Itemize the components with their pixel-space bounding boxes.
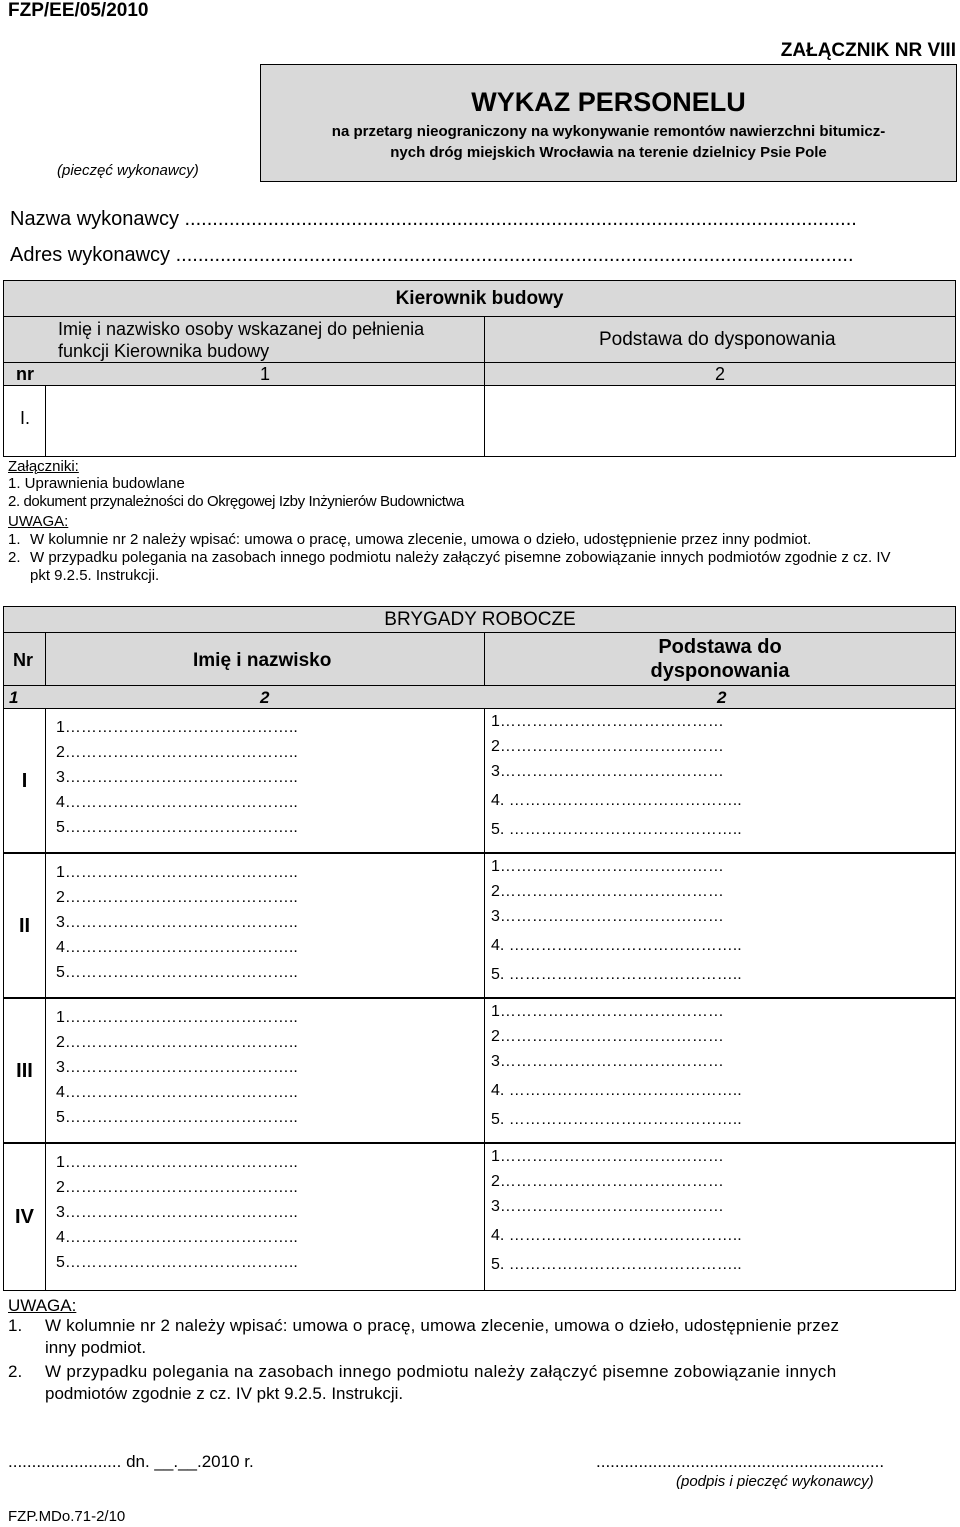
crew-names-cell[interactable] bbox=[45, 853, 485, 998]
crew-basis-line[interactable]: 1…………………………………… bbox=[491, 1148, 724, 1165]
crew-member-name-line[interactable]: 5…………………………………….. bbox=[56, 819, 298, 836]
note-bottom-2-line-2: podmiotów zgodnie z cz. IV pkt 9.2.5. Instrukcji. bbox=[45, 1384, 404, 1403]
crew-member-name-line[interactable]: 3…………………………………….. bbox=[56, 1204, 298, 1221]
crew-member-name-line[interactable]: 4…………………………………….. bbox=[56, 939, 298, 956]
crew-member-name-line[interactable]: 3…………………………………….. bbox=[56, 914, 298, 931]
crews-table-title: BRYGADY ROBOCZE bbox=[384, 609, 576, 630]
crew-member-name-line[interactable]: 5…………………………………….. bbox=[56, 964, 298, 981]
attachment-item-2: 2. dokument przynależności do Okręgowej Izby Inżynierów Budownictwa bbox=[8, 493, 464, 510]
crews-num-3: 2 bbox=[717, 688, 727, 707]
contractor-address-field[interactable]: Adres wykonawcy .......................................................................................................................... bbox=[10, 244, 854, 266]
crew-basis-line[interactable]: 4. …………………………………….. bbox=[491, 1082, 742, 1099]
crew-member-name-line[interactable]: 2…………………………………….. bbox=[56, 889, 298, 906]
manager-table-title: Kierownik budowy bbox=[395, 288, 564, 309]
crew-basis-line[interactable]: 2…………………………………… bbox=[491, 738, 724, 755]
crew-basis-cell[interactable] bbox=[484, 1143, 956, 1291]
crew-basis-line[interactable]: 5. …………………………………….. bbox=[491, 1111, 742, 1128]
date-field[interactable]: ........................ dn. __.__.2010 r. bbox=[8, 1452, 254, 1471]
crew-row-label: II bbox=[18, 914, 31, 937]
manager-name-header-line-1: Imię i nazwisko osoby wskazanej do pełnienia bbox=[58, 319, 425, 339]
footer-code: FZP.MDo.71-2/10 bbox=[8, 1508, 126, 1525]
crew-row-label-cell bbox=[3, 998, 46, 1143]
crew-member-name-line[interactable]: 3…………………………………….. bbox=[56, 769, 298, 786]
manager-entry-basis-cell[interactable] bbox=[484, 385, 956, 457]
crew-row-label: I bbox=[21, 769, 28, 792]
column-number-1: 1 bbox=[260, 364, 271, 384]
nr-label: nr bbox=[16, 364, 34, 384]
crews-col-nr: Nr bbox=[13, 650, 34, 670]
crew-basis-line[interactable]: 5. …………………………………….. bbox=[491, 821, 742, 838]
crews-col-name: Imię i nazwisko bbox=[193, 650, 332, 671]
signature-label: (podpis i pieczęć wykonawcy) bbox=[676, 1473, 874, 1490]
crews-num-2: 2 bbox=[260, 688, 270, 707]
note-bottom-2-line-1: W przypadku polegania na zasobach innego podmiotu należy załączyć pisemne zobowiązanie innych bbox=[45, 1362, 837, 1381]
crews-col-basis-line-1: Podstawa do bbox=[658, 636, 782, 658]
note-bottom-1-number: 1. bbox=[8, 1316, 23, 1335]
crew-names-cell[interactable] bbox=[45, 708, 485, 853]
crew-member-name-line[interactable]: 1…………………………………….. bbox=[56, 864, 298, 881]
crew-basis-line[interactable]: 1…………………………………… bbox=[491, 1003, 724, 1020]
note-bottom-2-number: 2. bbox=[8, 1362, 23, 1381]
header-title-divider bbox=[3, 632, 956, 633]
crew-basis-line[interactable]: 4. …………………………………….. bbox=[491, 937, 742, 954]
crew-member-name-line[interactable]: 5…………………………………….. bbox=[56, 1109, 298, 1126]
crew-member-name-line[interactable]: 2…………………………………….. bbox=[56, 1179, 298, 1196]
crew-basis-line[interactable]: 3…………………………………… bbox=[491, 1198, 724, 1215]
manager-row-label: I. bbox=[20, 408, 31, 428]
note-2-number: 2. bbox=[8, 549, 21, 566]
crew-basis-line[interactable]: 1…………………………………… bbox=[491, 713, 724, 730]
crews-num-row bbox=[3, 685, 956, 709]
header-divider-1 bbox=[45, 632, 46, 686]
note-2-text-line-2: pkt 9.2.5. Instrukcji. bbox=[30, 567, 160, 584]
crew-basis-line[interactable]: 2…………………………………… bbox=[491, 883, 724, 900]
crews-col-basis-line-2: dysponowania bbox=[650, 660, 790, 682]
crews-col-basis bbox=[484, 635, 956, 683]
note-bottom-1-line-1: W kolumnie nr 2 należy wpisać: umowa o pracę, umowa zlecenie, umowa o dzieło, udostępnienie przez bbox=[45, 1316, 840, 1335]
title-box bbox=[260, 64, 957, 182]
subtitle-line-2: nych dróg miejskich Wrocławia na terenie dzielnicy Psie Pole bbox=[390, 144, 827, 161]
crew-member-name-line[interactable]: 3…………………………………….. bbox=[56, 1059, 298, 1076]
note-bottom-1-line-2: inny podmiot. bbox=[45, 1338, 147, 1357]
manager-basis-header bbox=[484, 316, 956, 363]
manager-basis-header-text: Podstawa do dysponowania bbox=[599, 329, 836, 350]
crew-member-name-line[interactable]: 4…………………………………….. bbox=[56, 794, 298, 811]
note-1-text: W kolumnie nr 2 należy wpisać: umowa o pracę, umowa zlecenie, umowa o dzieło, udostępnienie przez inny podmiot. bbox=[30, 531, 812, 548]
manager-num-row-2 bbox=[484, 362, 956, 386]
crew-row-label-cell bbox=[3, 708, 46, 853]
note-label-bottom: UWAGA: bbox=[8, 1296, 77, 1315]
crew-row-label-cell bbox=[3, 1143, 46, 1291]
signature-field[interactable]: ............................................................. bbox=[596, 1452, 885, 1471]
crew-basis-line[interactable]: 2…………………………………… bbox=[491, 1028, 724, 1045]
document-id: FZP/EE/05/2010 bbox=[8, 0, 149, 21]
crew-basis-cell[interactable] bbox=[484, 853, 956, 998]
subtitle-line-1: na przetarg nieograniczony na wykonywanie remontów nawierzchni bitumicz- bbox=[331, 123, 886, 140]
manager-name-header bbox=[3, 316, 485, 363]
attachments-label: Załączniki: bbox=[8, 458, 79, 475]
crew-basis-line[interactable]: 3…………………………………… bbox=[491, 1053, 724, 1070]
note-label: UWAGA: bbox=[8, 513, 69, 530]
crew-row-label: III bbox=[16, 1059, 33, 1082]
column-number-2: 2 bbox=[715, 364, 726, 384]
crew-member-name-line[interactable]: 5…………………………………….. bbox=[56, 1254, 298, 1271]
manager-entry-name-cell[interactable] bbox=[3, 385, 485, 457]
crew-basis-cell[interactable] bbox=[484, 708, 956, 853]
crew-row-label: IV bbox=[15, 1206, 34, 1228]
note-2-text-line-1: W przypadku polegania na zasobach innego podmiotu należy załączyć pisemne zobowiązanie innych podmiotów zgodnie z cz. IV bbox=[30, 549, 891, 566]
crew-row-label-cell bbox=[3, 853, 46, 998]
crew-basis-line[interactable]: 2…………………………………… bbox=[491, 1173, 724, 1190]
crew-names-cell[interactable] bbox=[45, 998, 485, 1143]
crew-basis-line[interactable]: 5. …………………………………….. bbox=[491, 966, 742, 983]
crew-member-name-line[interactable]: 4…………………………………….. bbox=[56, 1084, 298, 1101]
crew-member-name-line[interactable]: 1…………………………………….. bbox=[56, 1009, 298, 1026]
crew-basis-line[interactable]: 1…………………………………… bbox=[491, 858, 724, 875]
stamp-label: (pieczęć wykonawcy) bbox=[57, 162, 199, 179]
crew-basis-line[interactable]: 3…………………………………… bbox=[491, 763, 724, 780]
contractor-name-field[interactable]: Nazwa wykonawcy ......................................................................................................................... bbox=[10, 208, 857, 230]
crew-basis-line[interactable]: 4. …………………………………….. bbox=[491, 792, 742, 809]
crew-names-cell[interactable] bbox=[45, 1143, 485, 1291]
crew-basis-line[interactable]: 4. …………………………………….. bbox=[491, 1227, 742, 1244]
crew-member-name-line[interactable]: 1…………………………………….. bbox=[56, 1154, 298, 1171]
manager-num-row-1 bbox=[3, 362, 485, 386]
annex-label: ZAŁĄCZNIK NR VIII bbox=[780, 40, 956, 61]
crew-member-name-line[interactable]: 2…………………………………….. bbox=[56, 1034, 298, 1051]
attachment-item-1: 1. Uprawnienia budowlane bbox=[8, 475, 185, 492]
crew-basis-line[interactable]: 5. …………………………………….. bbox=[491, 1256, 742, 1273]
manager-name-header-line-2: funkcji Kierownika budowy bbox=[58, 341, 270, 361]
crew-basis-cell[interactable] bbox=[484, 998, 956, 1143]
crew-member-name-line[interactable]: 4…………………………………….. bbox=[56, 1229, 298, 1246]
crew-basis-line[interactable]: 3…………………………………… bbox=[491, 908, 724, 925]
document-title: WYKAZ PERSONELU bbox=[471, 87, 746, 117]
crew-member-name-line[interactable]: 2…………………………………….. bbox=[56, 744, 298, 761]
manager-table-title-cell bbox=[3, 280, 956, 317]
row-label-divider bbox=[45, 385, 46, 457]
note-1-number: 1. bbox=[8, 531, 21, 548]
crew-member-name-line[interactable]: 1…………………………………….. bbox=[56, 719, 298, 736]
crews-num-1: 1 bbox=[9, 688, 19, 707]
